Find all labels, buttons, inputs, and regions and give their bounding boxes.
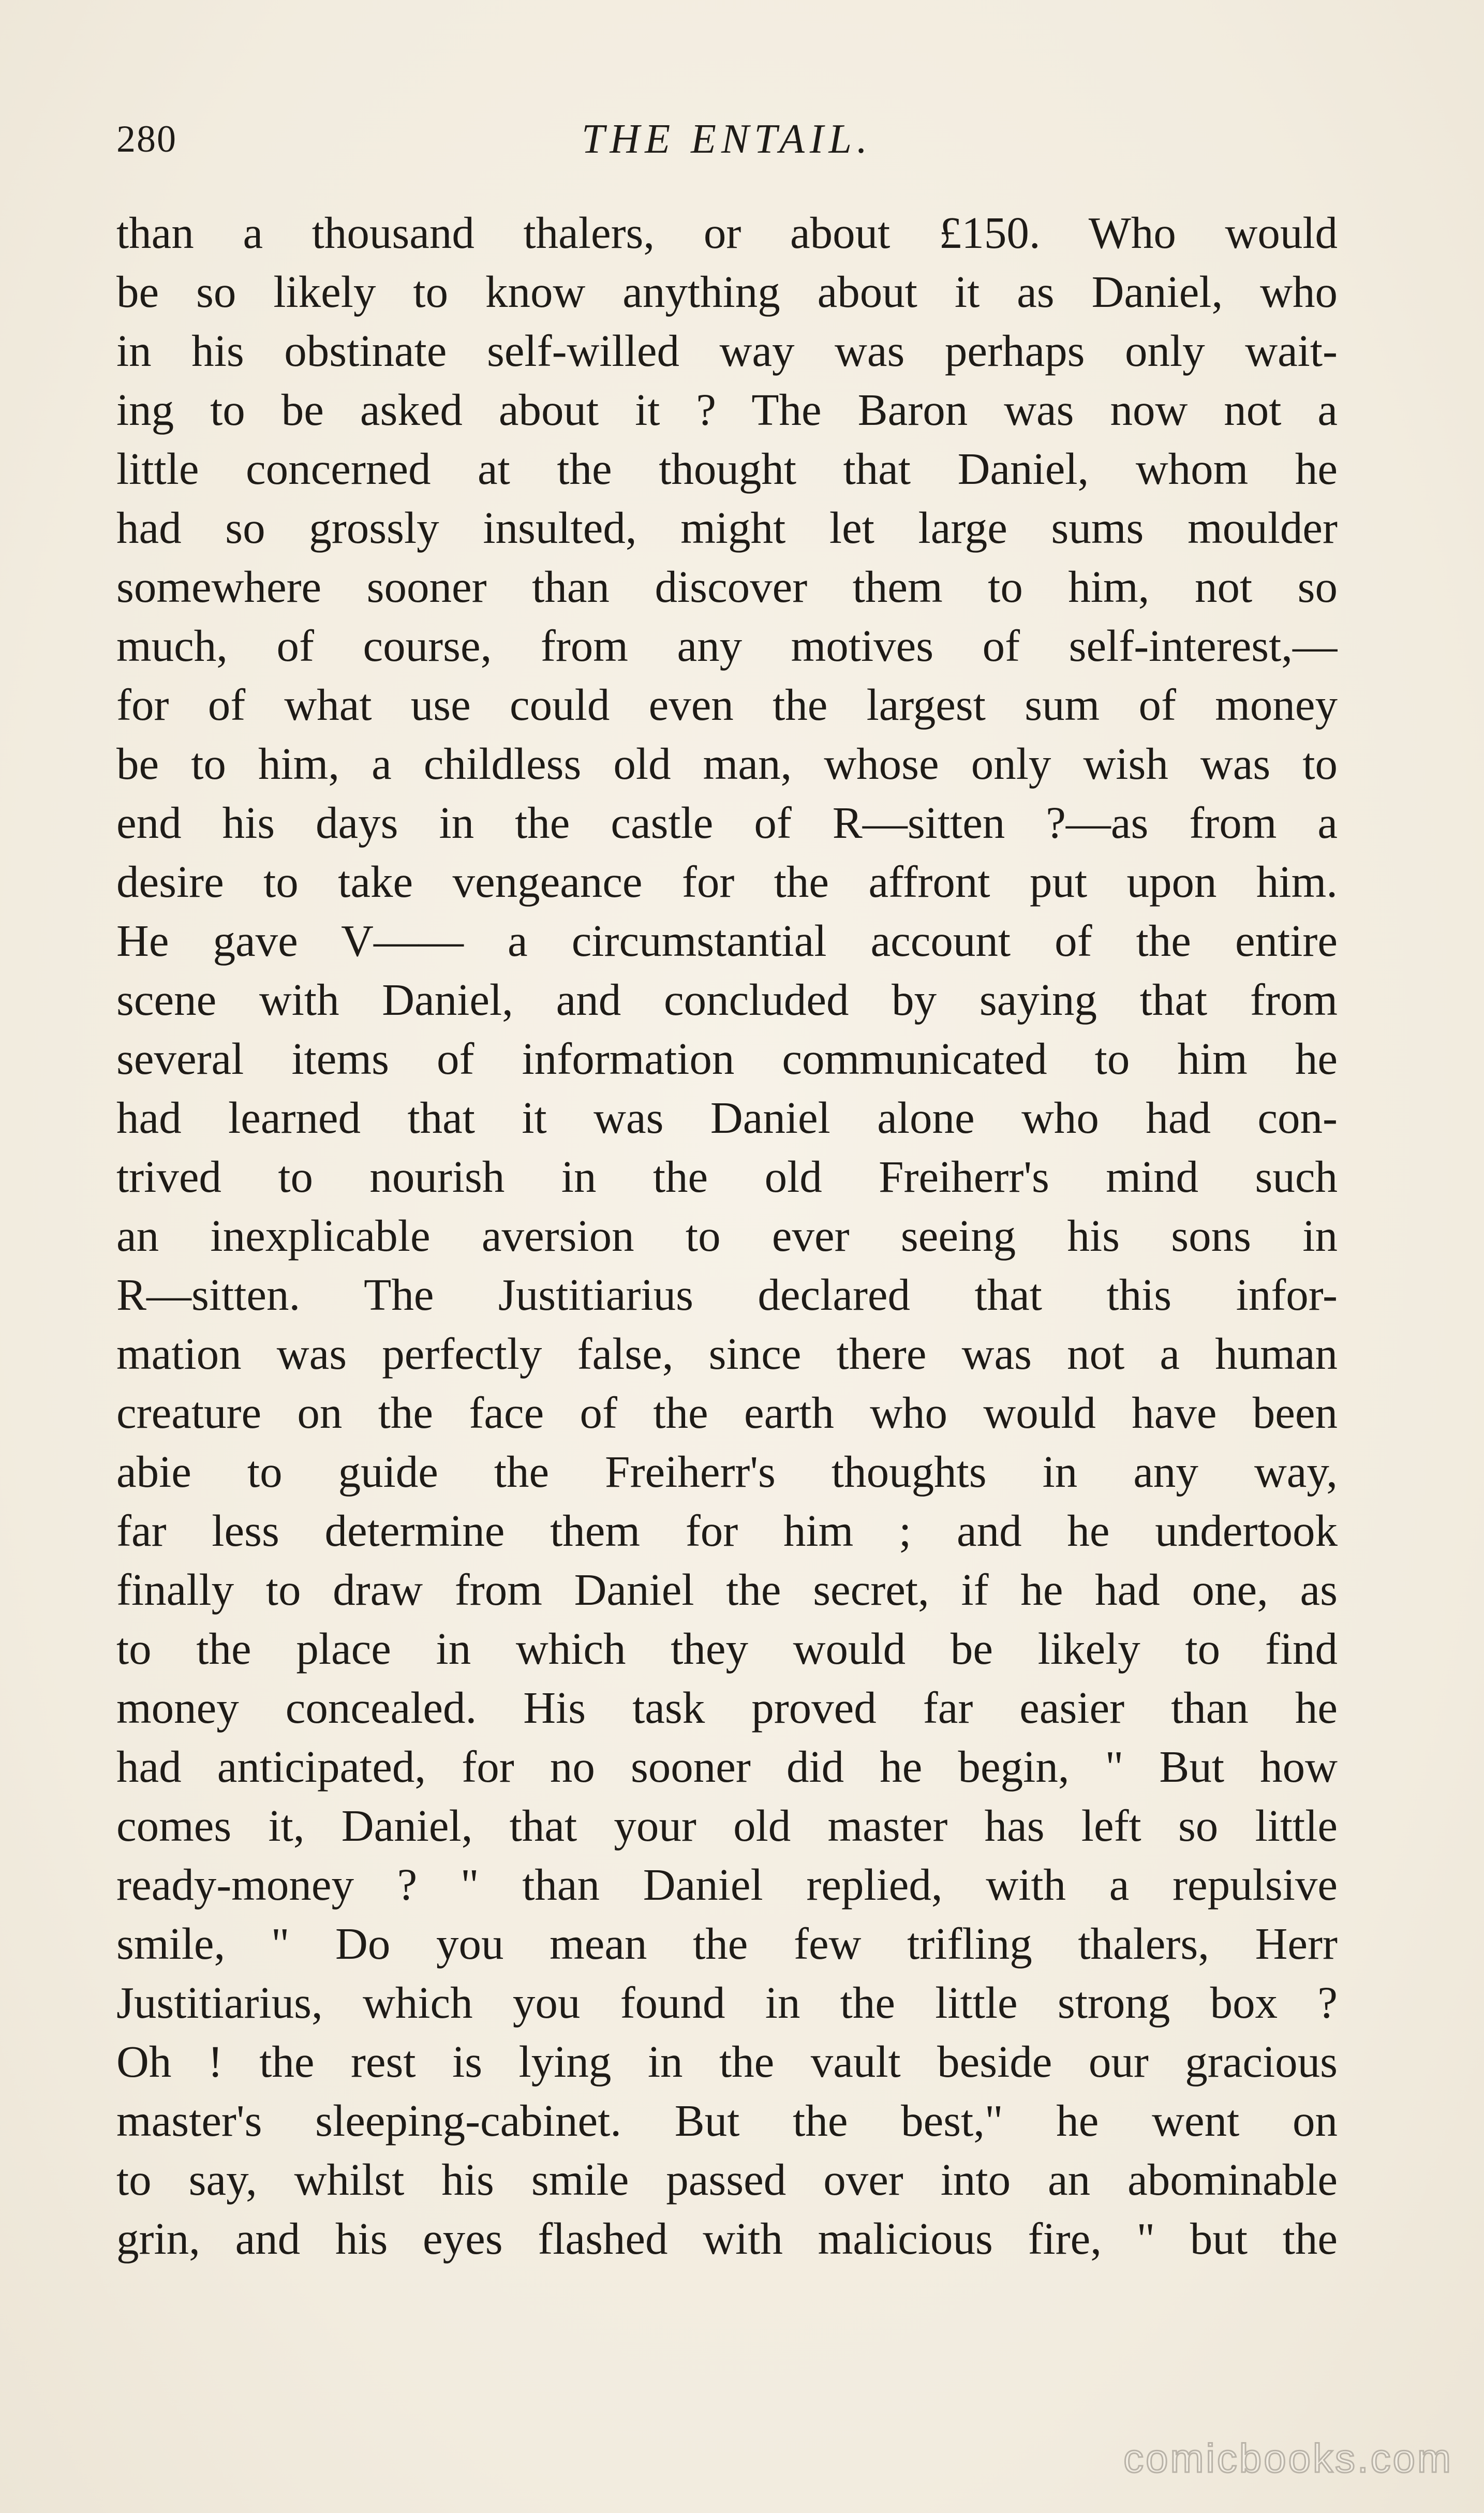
text-line: to say, whilst his smile passed over into an abominable [116,2154,1338,2205]
text-line: grin, and his eyes flashed with malicious fire, " but the [116,2213,1338,2264]
text-line: an inexplicable aversion to ever seeing his sons in [116,1210,1338,1261]
text-line: than a thousand thalers, or about £150. Who would [116,208,1338,258]
text-line: had learned that it was Daniel alone who had con- [116,1092,1338,1143]
text-line: creature on the face of the earth who would have been [116,1387,1338,1438]
text-line: abie to guide the Freiherr's thoughts in any way, [116,1446,1338,1497]
text-line: to the place in which they would be likely to find [116,1623,1338,1674]
text-line: Oh ! the rest is lying in the vault beside our gracious [116,2036,1338,2087]
text-line: somewhere sooner than discover them to him, not so [116,561,1338,612]
watermark: comicbooks.com [1123,2435,1453,2481]
text-line: finally to draw from Daniel the secret, if he had one, as [116,1564,1338,1615]
text-line: mation was perfectly false, since there was not a human [116,1328,1338,1379]
text-line: little concerned at the thought that Daniel, whom he [116,444,1338,494]
text-line: money concealed. His task proved far easier than he [116,1682,1338,1733]
text-line: master's sleeping-cabinet. But the best," he went on [116,2095,1338,2146]
text-line: much, of course, from any motives of self-interest,— [116,620,1338,671]
text-line: be to him, a childless old man, whose only wish was to [116,738,1338,789]
page-number: 280 [116,118,177,160]
text-line: far less determine them for him ; and he undertook [116,1505,1338,1556]
running-head [116,111,1338,168]
text-line: be so likely to know anything about it as Daniel, who [116,267,1338,317]
text-line: ready-money ? " than Daniel replied, with a repulsive [116,1859,1338,1910]
text-line: desire to take vengeance for the affront put upon him. [116,856,1338,907]
text-line: ing to be asked about it ? The Baron was now not a [116,385,1338,435]
text-line: for of what use could even the largest sum of money [116,679,1338,730]
text-line: comes it, Daniel, that your old master has left so little [116,1800,1338,1851]
text-line: R—sitten. The Justitiarius declared that this infor- [116,1269,1338,1320]
text-line: several items of information communicated to him he [116,1033,1338,1084]
text-line: smile, " Do you mean the few trifling thalers, Herr [116,1918,1338,1969]
running-title: THE ENTAIL. [582,116,872,162]
text-line: scene with Daniel, and concluded by saying that from [116,974,1338,1025]
text-line: end his days in the castle of R—sitten ?—as from a [116,797,1338,848]
body-text [116,203,1338,2268]
text-line: had so grossly insulted, might let large sums moulder [116,502,1338,553]
text-line: trived to nourish in the old Freiherr's mind such [116,1151,1338,1202]
text-line: in his obstinate self-willed way was perhaps only wait- [116,326,1338,376]
text-line: He gave V—— a circumstantial account of the entire [116,915,1338,966]
text-line: Justitiarius, which you found in the little strong box ? [116,1977,1338,2028]
text-line: had anticipated, for no sooner did he begin, " But how [116,1741,1338,1792]
